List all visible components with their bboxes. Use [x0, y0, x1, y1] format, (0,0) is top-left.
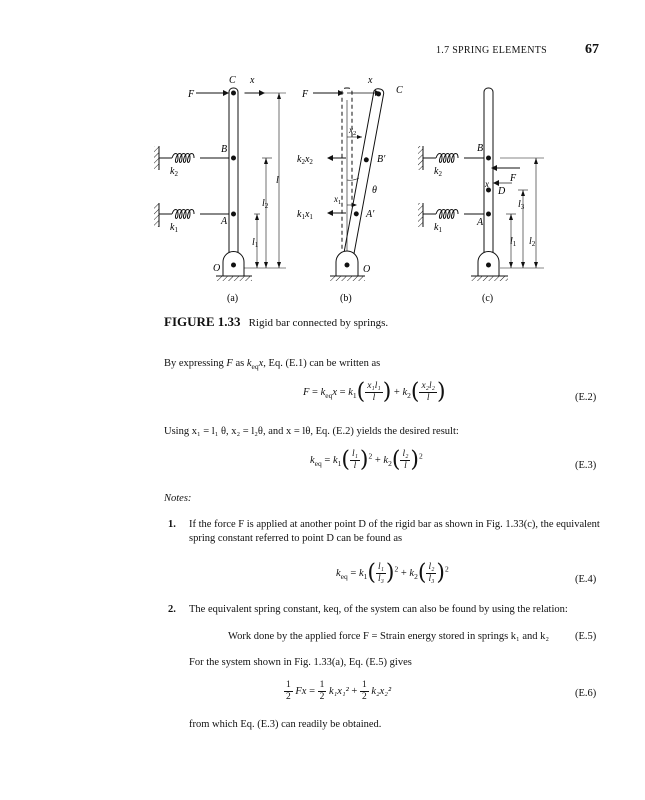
notes-heading: Notes: [164, 493, 192, 504]
svg-text:x: x [485, 179, 489, 189]
equation-number-e3: (E.3) [575, 460, 597, 471]
panel-c [418, 88, 544, 304]
svg-text:B′: B′ [377, 154, 386, 165]
svg-text:A: A [477, 217, 484, 228]
svg-text:F: F [188, 89, 195, 100]
paragraph-4: from which Eq. (E.3) can readily be obtained. [189, 719, 382, 730]
equation-number-e6: (E.6) [575, 688, 597, 699]
svg-text:A′: A′ [366, 209, 375, 220]
svg-text:A: A [221, 216, 228, 227]
panel-b [297, 75, 403, 304]
equation-e5: Work done by the applied force F = Strain energy stored in springs k₁ and k₂ [228, 631, 550, 642]
svg-text:θ: θ [372, 185, 377, 196]
equation-e4: $k_{eq} = k_1$( $\frac{\text{l₁}}{\text{l₃}}$ )$^2 + k_2$( $\frac{\text{l₂}}{\text{l₃}}$ )$^2$ [336, 560, 449, 586]
paragraph-1: By expressing F as $k_{eq}x$, Eq. (E.1) can be written as [164, 358, 381, 372]
svg-text:l1: $l_1$ [510, 236, 517, 248]
equation-number-e5: (E.5) [575, 631, 597, 642]
svg-text:F: F [510, 173, 517, 184]
svg-text:k1x1: $k_1x_1$ [297, 209, 313, 221]
svg-text:(a): (a) [227, 293, 239, 304]
caption-label: FIGURE 1.33 [164, 314, 241, 329]
svg-text:(b): (b) [340, 293, 352, 304]
note-2-number: 2. [168, 604, 176, 615]
equation-e2: $F = k_{eq}x = k_1$( $\frac{\text{x₁l₁}}{l}$ ) + $k_2$( $\frac{\text{x₂l₂}}{l}$ ) [303, 379, 446, 405]
note-1-text: If the force F is applied at another point D of the rigid bar as shown in Fig. 1.33(c), the equivalent spring constant referred to point D can be found as [189, 519, 600, 544]
svg-text:C: C [229, 75, 236, 86]
svg-text:C: C [396, 85, 403, 96]
svg-text:k2: $k_2$ [170, 166, 178, 178]
svg-text:F: F [302, 89, 309, 100]
svg-text:l1: $l_1$ [252, 237, 259, 249]
svg-text:x: x [250, 75, 255, 86]
svg-text:O: O [213, 263, 221, 274]
paragraph-2: Using x₁ = l₁ θ, x₂ = l₂θ, and x = lθ, Eq. (E.2) yields the desired result: [164, 426, 459, 437]
svg-text:l3: $l_3$ [518, 199, 525, 211]
equation-number-e2: (E.2) [575, 392, 597, 403]
note-1-number: 1. [168, 519, 176, 530]
svg-text:(c): (c) [482, 293, 494, 304]
svg-text:k1: $k_1$ [170, 222, 178, 234]
svg-text:B: B [477, 143, 484, 154]
svg-text:l2: $l_2$ [529, 236, 536, 248]
svg-text:k2x2: $k_2x_2$ [297, 154, 313, 166]
spring-k1 [159, 210, 229, 219]
svg-text:B: B [221, 144, 228, 155]
equation-e6: $\frac{1}{2}$ Fx = $\frac{1}{2}$ k₁x₁² + $\frac{1}{2}$ k₂x₂² [286, 680, 392, 702]
svg-text:x2: $x_2$ [349, 125, 357, 137]
figure-caption [164, 314, 388, 330]
svg-text:k2: $k_2$ [434, 166, 442, 178]
equation-number-e4: (E.4) [575, 574, 597, 585]
svg-text:D: D [498, 186, 506, 197]
section-title: 1.7 SPRING ELEMENTS [436, 45, 547, 56]
svg-text:k1: $k_1$ [434, 222, 442, 234]
paragraph-3: For the system shown in Fig. 1.33(a), Eq. (E.5) gives [189, 657, 412, 668]
svg-text:x: x [368, 75, 373, 86]
equation-e3: $k_{eq} = k_1$( $\frac{\text{l₁}}{l}$ )$^2 + k_2$( $\frac{\text{l₂}}{l}$ )$^2$ [310, 447, 423, 473]
svg-text:x1: $x_1$ [334, 194, 342, 206]
page-number: 67 [585, 42, 599, 57]
note-2-text: The equivalent spring constant, keq, of the system can also be found by using the relation: [189, 604, 568, 615]
figure-1-33 [0, 0, 645, 310]
panel-a [154, 75, 286, 304]
svg-text:l: l [276, 175, 279, 186]
svg-text:l2: $l_2$ [262, 198, 269, 210]
spring-k2 [159, 154, 229, 163]
caption-text: Rigid bar connected by springs. [248, 317, 389, 329]
svg-text:O: O [363, 264, 371, 275]
